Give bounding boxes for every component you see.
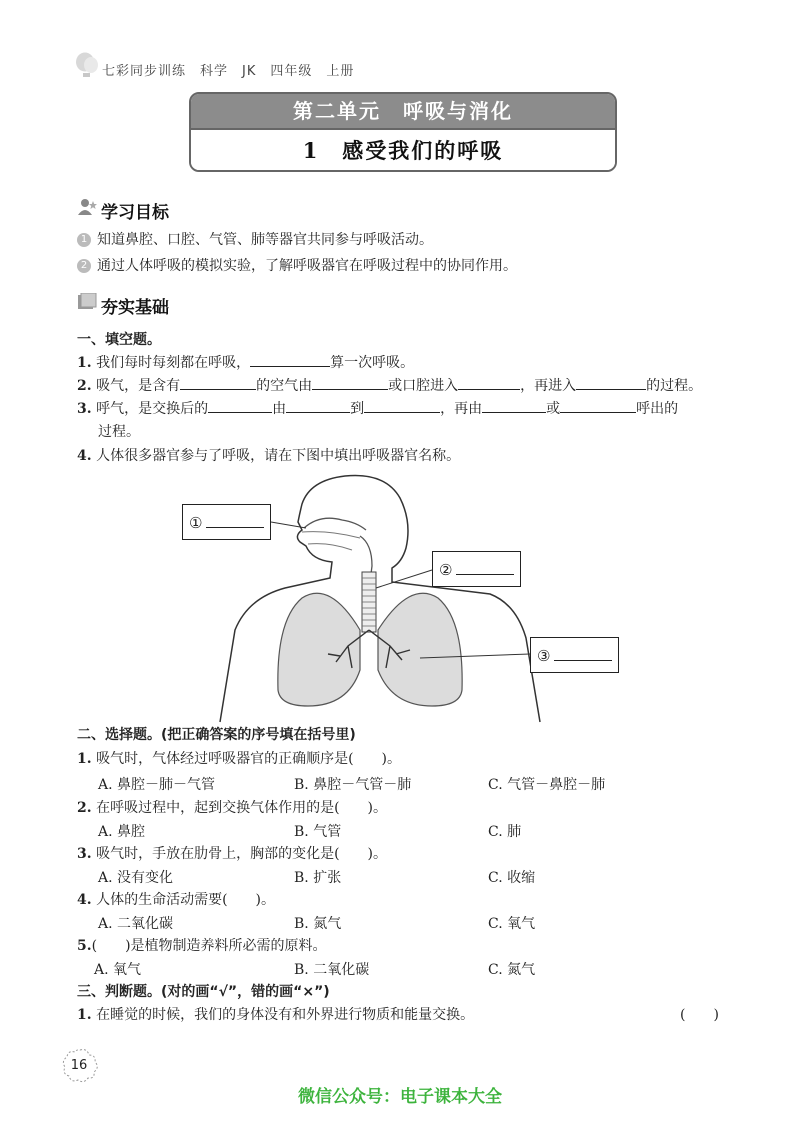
balloon-icon [74,52,100,80]
choice-question-3: 3. 吸气时，手放在肋骨上，胸部的变化是( )。 [77,846,388,862]
answer-blank[interactable] [180,375,256,390]
footer-watermark: 微信公众号：电子课本大全 [298,1087,502,1107]
option-c[interactable]: C. 氮气 [488,962,536,978]
unit-title: 第二单元 呼吸与消化 [191,94,615,128]
book-header: 七彩同步训练 科学 JK 四年级 上册 [102,64,355,79]
title-banner [189,92,617,172]
choice-question-5: 5.( )是植物制造养料所必需的原料。 [77,938,327,954]
option-c[interactable]: C. 收缩 [488,870,536,886]
option-a[interactable]: A. 二氧化碳 [98,916,174,932]
objective-number: 2 [77,259,91,273]
option-b[interactable]: B. 氮气 [294,916,342,932]
choice-question-1: 1. 吸气时，气体经过呼吸器官的正确顺序是( )。 [77,751,402,767]
answer-blank[interactable] [208,398,272,413]
answer-blank[interactable] [250,352,330,367]
option-c[interactable]: C. 氧气 [488,916,536,932]
fill-question-1: 1. 我们每时每刻都在呼吸， 算一次呼吸。 [77,352,414,374]
objectives-heading: 学习目标 [101,203,169,223]
nasal-cavity [304,518,366,530]
objective-number: 1 [77,233,91,247]
left-lung [278,593,360,706]
objective-text: 知道鼻腔、口腔、气管、肺等器官共同参与呼吸活动。 [97,232,433,248]
basics-heading: 夯实基础 [101,298,169,318]
fill-heading: 一、填空题。 [77,332,161,348]
organ-label-box-1[interactable]: ① [182,504,271,540]
option-c[interactable]: C. 气管－鼻腔－肺 [488,777,606,793]
answer-blank[interactable] [482,398,546,413]
option-b[interactable]: B. 鼻腔－气管－肺 [294,777,412,793]
fill-question-3: 3. 呼气，是交换后的 由 到 ，再由 或 呼出的 [77,398,678,420]
objective-item [77,255,517,277]
answer-blank[interactable] [576,375,646,390]
organ-label-box-3[interactable]: ③ [530,637,619,673]
answer-blank[interactable] [560,398,636,413]
organ-label-box-2[interactable]: ② [432,551,521,587]
answer-blank[interactable] [286,398,350,413]
objective-text: 通过人体呼吸的模拟实验，了解呼吸器官在呼吸过程中的协同作用。 [97,258,517,274]
choice-question-2: 2. 在呼吸过程中，起到交换气体作用的是( )。 [77,800,388,816]
answer-parentheses[interactable]: ( ) [680,1007,719,1023]
option-a[interactable]: A. 鼻腔 [98,824,146,840]
option-c[interactable]: C. 肺 [488,824,522,840]
option-b[interactable]: B. 扩张 [294,870,342,886]
fill-question-3-cont: 过程。 [98,424,140,440]
answer-blank[interactable] [458,375,520,390]
option-a[interactable]: A. 鼻腔－肺－气管 [98,777,216,793]
person-icon [77,198,97,216]
objective-item [77,229,433,251]
right-lung [378,593,462,706]
fill-question-4: 4. 人体很多器官参与了呼吸，请在下图中填出呼吸器官名称。 [77,448,461,464]
trachea [362,572,376,632]
fill-question-2: 2. 吸气，是含有 的空气由 或口腔进入 ，再进入 的过程。 [77,375,702,397]
answer-blank[interactable] [312,375,388,390]
page-number: 16 [70,1058,88,1073]
judge-heading: 三、判断题。(对的画“√”，错的画“×”) [77,984,330,1000]
option-a[interactable]: A. 氧气 [94,962,142,978]
book-icon [77,293,97,311]
judge-question-1: 1. 在睡觉的时候，我们的身体没有和外界进行物质和能量交换。 [77,1007,475,1023]
lesson-title: 1 感受我们的呼吸 [191,128,615,172]
choice-question-4: 4. 人体的生命活动需要( )。 [77,892,276,908]
answer-blank[interactable] [364,398,440,413]
option-b[interactable]: B. 气管 [294,824,342,840]
option-a[interactable]: A. 没有变化 [98,870,174,886]
leader-line-1 [271,522,306,528]
option-b[interactable]: B. 二氧化碳 [294,962,370,978]
choice-heading: 二、选择题。(把正确答案的序号填在括号里) [77,727,356,743]
